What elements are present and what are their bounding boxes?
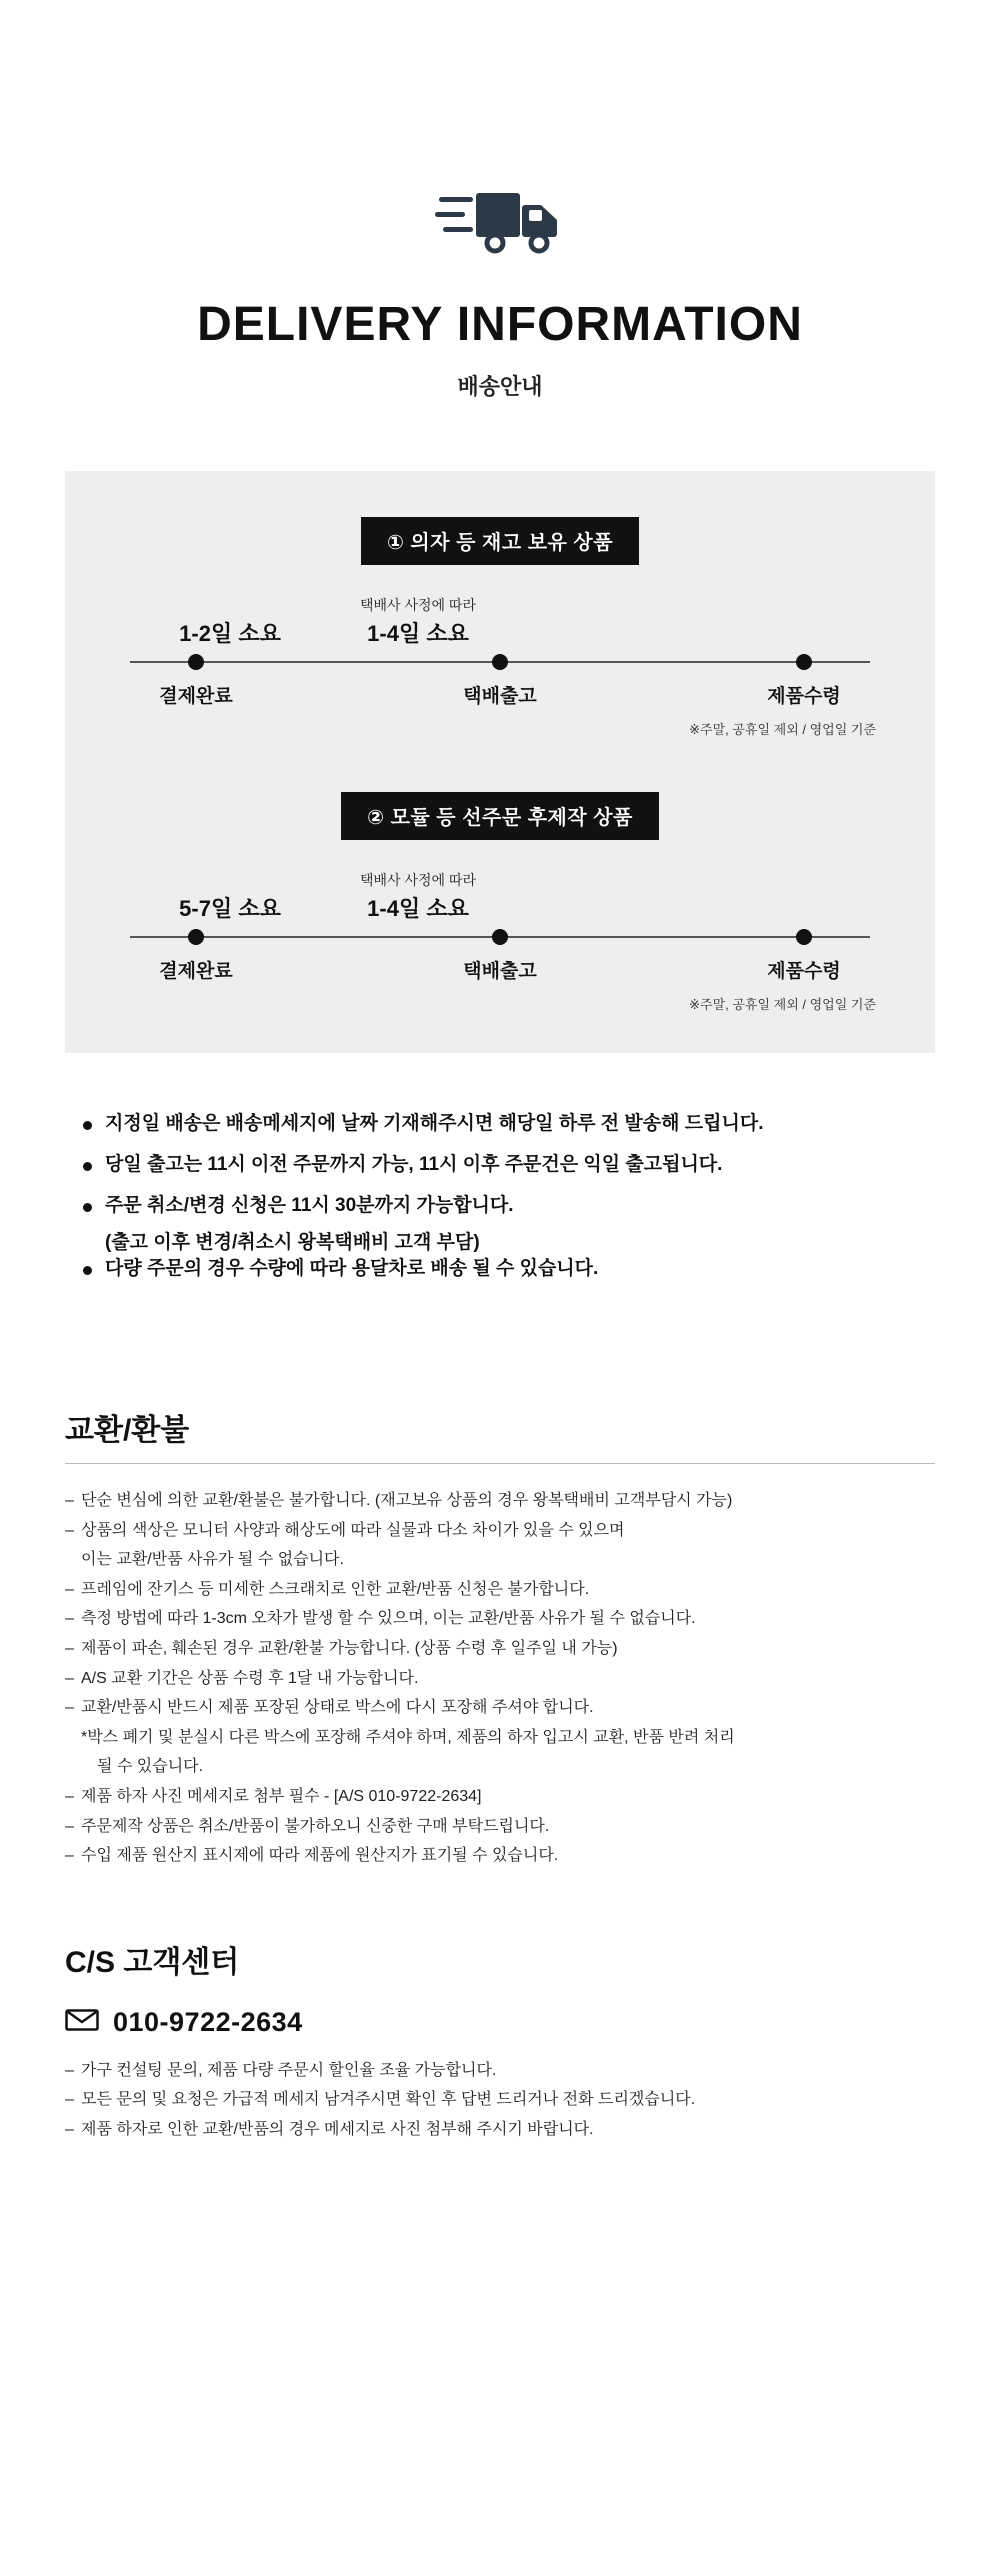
dash-icon: – bbox=[65, 1521, 74, 1539]
list-item bbox=[83, 1109, 935, 1140]
rule-text: 제품 하자 사진 메세지로 첨부 필수 - [A/S 010-9722-2634] bbox=[81, 1788, 482, 1805]
cs-phone-number[interactable]: 010-9722-2634 bbox=[113, 2006, 303, 2037]
timeline-1-note-2: 택배사 사정에 따라 bbox=[360, 597, 476, 613]
timeline-1-stop-2: 택배출고 bbox=[463, 686, 537, 707]
timeline-2 bbox=[120, 870, 880, 988]
list-item bbox=[83, 1150, 935, 1181]
dash-icon: – bbox=[65, 1610, 74, 1628]
dash-icon: – bbox=[65, 1492, 74, 1510]
section-2-title: ② 모듈 등 선주문 후제작 상품 bbox=[341, 792, 659, 840]
timeline-1-stop-3: 제품수령 bbox=[767, 686, 841, 707]
timeline-1 bbox=[120, 595, 880, 713]
timeline-section-1 bbox=[120, 517, 880, 738]
list-item bbox=[65, 1604, 935, 1634]
list-item bbox=[65, 1516, 935, 1546]
list-item bbox=[65, 2056, 935, 2086]
timeline-2-dot-3 bbox=[796, 929, 812, 945]
rule-text: 프레임에 잔기스 등 미세한 스크래치로 인한 교환/반품 신청은 불가합니다. bbox=[81, 1580, 590, 1598]
timeline-section-2 bbox=[120, 792, 880, 1013]
note-text: 지정일 배송은 배송메세지에 날짜 기재해주시면 해당일 하루 전 발송해 드립니다. bbox=[105, 1113, 764, 1134]
timeline-2-stop-3: 제품수령 bbox=[767, 961, 841, 982]
rule-text: 측정 방법에 따라 1-3cm 오차가 발생 할 수 있으며, 이는 교환/반품 사유가 될 수 없습니다. bbox=[81, 1610, 696, 1628]
page-title: DELIVERY INFORMATION bbox=[197, 298, 803, 351]
rule-text: 제품이 파손, 훼손된 경우 교환/환불 가능합니다. (상품 수령 후 일주일 내 가능) bbox=[81, 1640, 618, 1658]
timeline-2-footnote: ※주말, 공휴일 제외 / 영업일 기준 bbox=[689, 997, 876, 1012]
rule-text: A/S 교환 기간은 상품 수령 후 1달 내 가능합니다. bbox=[81, 1669, 419, 1687]
list-item bbox=[65, 1575, 935, 1605]
cs-rule-text: 제품 하자로 인한 교환/반품의 경우 메세지로 사진 첨부해 주시기 바랍니다. bbox=[81, 2120, 594, 2138]
timeline-1-dot-3 bbox=[796, 654, 812, 670]
delivery-timeline-panel bbox=[65, 471, 935, 1053]
bullet-icon bbox=[83, 1121, 92, 1130]
list-item bbox=[65, 1812, 935, 1842]
rule-text: 주문제작 상품은 취소/반품이 불가하오니 신중한 구매 부탁드립니다. bbox=[81, 1817, 550, 1835]
timeline-2-duration-1: 5-7일 소요 bbox=[179, 896, 281, 921]
dash-icon: – bbox=[65, 1699, 74, 1717]
cs-rule-text: 모든 문의 및 요청은 가급적 메세지 남겨주시면 확인 후 답변 드리거나 전화 드리겠습니다. bbox=[81, 2091, 696, 2109]
rule-continuation: 이는 교환/반품 사유가 될 수 없습니다. bbox=[81, 1551, 344, 1569]
delivery-notes-list bbox=[65, 1109, 935, 1285]
timeline-2-note-2: 택배사 사정에 따라 bbox=[360, 872, 476, 888]
timeline-1-duration-2: 1-4일 소요 bbox=[367, 621, 469, 646]
page-subtitle: 배송안내 bbox=[457, 374, 543, 399]
cs-contact bbox=[65, 2007, 935, 2038]
list-item bbox=[83, 1254, 935, 1285]
timeline-1-dot-2 bbox=[492, 654, 508, 670]
list-item bbox=[65, 1634, 935, 1664]
timeline-2-stop-2: 택배출고 bbox=[463, 961, 537, 982]
cs-rules-list bbox=[65, 2056, 935, 2145]
timeline-2-duration-2: 1-4일 소요 bbox=[367, 896, 469, 921]
dash-icon: – bbox=[65, 1847, 74, 1865]
section-1-title: ① 의자 등 재고 보유 상품 bbox=[361, 517, 639, 565]
list-item bbox=[65, 1782, 935, 1812]
timeline-1-stop-1: 결제완료 bbox=[159, 686, 233, 707]
rule-continuation: 될 수 있습니다. bbox=[97, 1758, 204, 1776]
note-text: 당일 출고는 11시 이전 주문까지 가능, 11시 이후 주문건은 익일 출고됩니다. bbox=[105, 1153, 723, 1175]
bullet-icon bbox=[83, 1266, 92, 1275]
timeline-2-stop-1: 결제완료 bbox=[159, 961, 233, 982]
rule-text: 교환/반품시 반드시 제품 포장된 상태로 박스에 다시 포장해 주셔야 합니다. bbox=[81, 1699, 594, 1717]
list-item bbox=[65, 2115, 935, 2145]
list-item bbox=[83, 1191, 935, 1222]
rule-text: 수입 제품 원산지 표시제에 따라 제품에 원산지가 표기될 수 있습니다. bbox=[81, 1847, 559, 1865]
divider bbox=[65, 1463, 935, 1464]
list-item bbox=[65, 1841, 935, 1871]
dash-icon: – bbox=[65, 1580, 74, 1598]
bullet-icon bbox=[83, 1162, 92, 1171]
list-item bbox=[65, 1693, 935, 1723]
dash-icon: – bbox=[65, 1817, 74, 1835]
cs-section-title: C/S 고객센터 bbox=[65, 1945, 240, 1979]
timeline-2-dot-1 bbox=[188, 929, 204, 945]
timeline-2-dot-2 bbox=[492, 929, 508, 945]
dash-icon: – bbox=[65, 2091, 74, 2109]
timeline-1-dot-1 bbox=[188, 654, 204, 670]
timeline-1-duration-1: 1-2일 소요 bbox=[179, 621, 281, 646]
rule-text: 단순 변심에 의한 교환/환불은 불가합니다. (재고보유 상품의 경우 왕복택배비 고객부담시 가능) bbox=[81, 1492, 733, 1510]
note-text: 다량 주문의 경우 수량에 따라 용달차로 배송 될 수 있습니다. bbox=[105, 1258, 599, 1280]
rule-continuation: *박스 폐기 및 분실시 다른 박스에 포장해 주셔야 하며, 제품의 하자 입고시 교환, 반품 반려 처리 bbox=[81, 1728, 735, 1746]
mail-icon bbox=[65, 2008, 99, 2037]
bullet-icon bbox=[83, 1203, 92, 1212]
rule-text: 상품의 색상은 모니터 사양과 해상도에 따라 실물과 다소 차이가 있을 수 있으며 bbox=[81, 1521, 625, 1539]
dash-icon: – bbox=[65, 1640, 74, 1658]
dash-icon: – bbox=[65, 2120, 74, 2138]
note-subtext: (출고 이후 변경/취소시 왕복택배비 고객 부담) bbox=[105, 1232, 480, 1254]
list-item bbox=[65, 1664, 935, 1694]
note-text: 주문 취소/변경 신청은 11시 30분까지 가능합니다. bbox=[105, 1194, 514, 1216]
list-item bbox=[65, 2085, 935, 2115]
dash-icon: – bbox=[65, 1669, 74, 1687]
delivery-truck-icon bbox=[65, 0, 935, 255]
timeline-1-footnote: ※주말, 공휴일 제외 / 영업일 기준 bbox=[689, 722, 876, 737]
refund-rules-list bbox=[65, 1486, 935, 1871]
list-item bbox=[65, 1486, 935, 1516]
dash-icon: – bbox=[65, 1788, 74, 1805]
cs-rule-text: 가구 컨설팅 문의, 제품 다량 주문시 할인율 조율 가능합니다. bbox=[81, 2061, 497, 2079]
refund-section-title: 교환/환불 bbox=[65, 1414, 190, 1448]
dash-icon: – bbox=[65, 2061, 74, 2079]
